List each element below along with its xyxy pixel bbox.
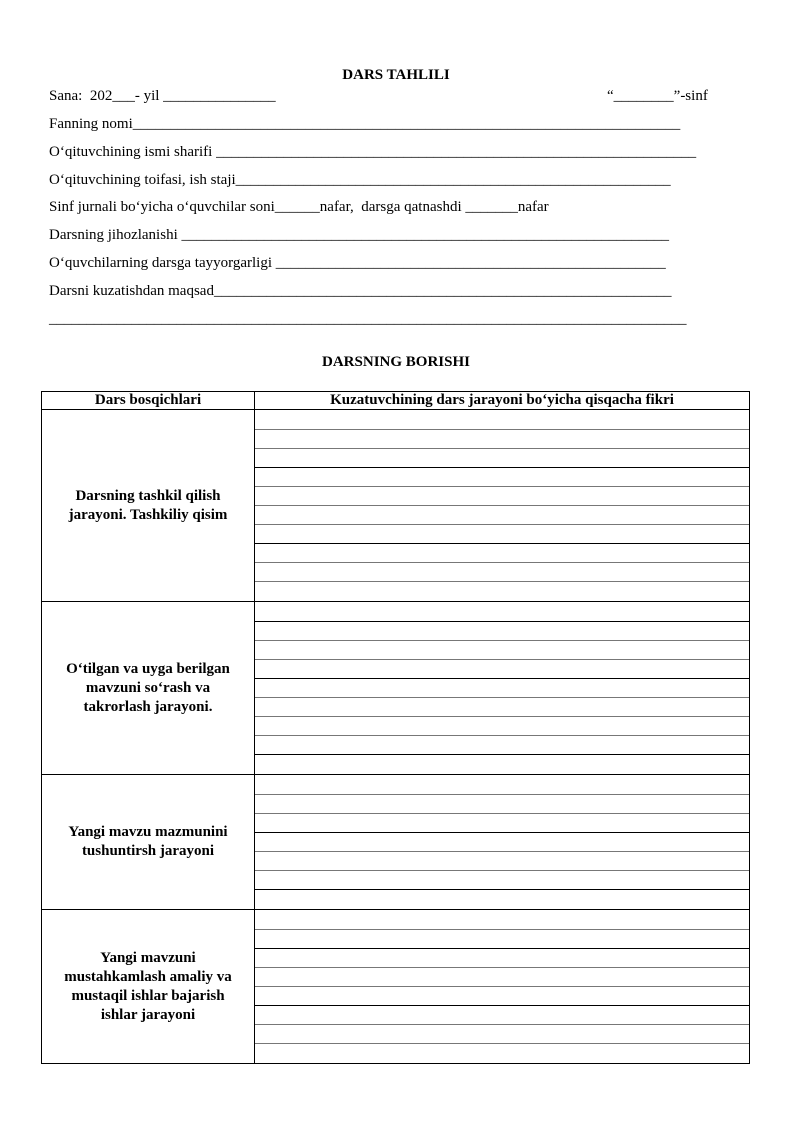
note-lines xyxy=(255,603,749,774)
notes-cell[interactable] xyxy=(255,775,750,910)
table-header-row xyxy=(42,392,750,410)
student-count-field: Sinf jurnali bo‘yicha o‘quvchilar soni______nafar, darsga qatnashdi _______nafar xyxy=(49,199,549,215)
notes-cell[interactable] xyxy=(255,910,750,1064)
stage-label: Yangi mavzuni mustahkamlash amaliy va mustaqil ishlar bajarish ishlar jarayoni xyxy=(64,949,232,1023)
notes-cell[interactable] xyxy=(255,602,750,775)
stage-label: Darsning tashkil qilish jarayoni. Tashkiliy qisim xyxy=(68,487,228,523)
date-field: Sana: 202___- yil _______________ xyxy=(49,88,276,104)
note-lines xyxy=(255,411,749,601)
teacher-category-field: O‘qituvchining toifasi, ish staji__________________________________________________________ xyxy=(49,172,671,188)
note-lines xyxy=(255,911,749,1063)
subject-field: Fanning nomi_________________________________________________________________________ xyxy=(49,116,681,132)
teacher-name-field: O‘qituvchining ismi sharifi ________________________________________________________________ xyxy=(49,144,697,160)
note-lines xyxy=(255,776,749,909)
equipment-field: Darsning jihozlanishi _________________________________________________________________ xyxy=(49,227,669,243)
section-title: DARSNING BORISHI xyxy=(322,354,470,370)
stage-cell xyxy=(42,410,255,602)
readiness-field: O‘quvchilarning darsga tayyorgarligi ____________________________________________________ xyxy=(49,255,666,271)
stage-cell xyxy=(42,602,255,775)
purpose-field: Darsni kuzatishdan maqsad_____________________________________________________________ xyxy=(49,283,672,299)
document-title: DARS TAHLILI xyxy=(342,67,450,83)
notes-cell[interactable] xyxy=(255,410,750,602)
table-row xyxy=(42,602,750,775)
class-field: “________”-sinf xyxy=(607,88,708,104)
purpose-continuation-line: _____________________________________________________________________________________ xyxy=(49,311,687,327)
stage-label: O‘tilgan va uyga berilgan mavzuni so‘rash va takrorlash jarayoni. xyxy=(66,660,230,715)
column-header-stages: Dars bosqichlari xyxy=(42,392,255,410)
table-row xyxy=(42,410,750,602)
stage-label: Yangi mavzu mazmunini tushuntirsh jarayoni xyxy=(68,824,228,859)
table-row xyxy=(42,775,750,910)
lesson-progress-table xyxy=(41,391,750,1064)
stage-cell xyxy=(42,775,255,910)
stage-cell xyxy=(42,910,255,1064)
table-row xyxy=(42,910,750,1064)
column-header-observer-notes: Kuzatuvchining dars jarayoni bo‘yicha qisqacha fikri xyxy=(255,392,750,410)
